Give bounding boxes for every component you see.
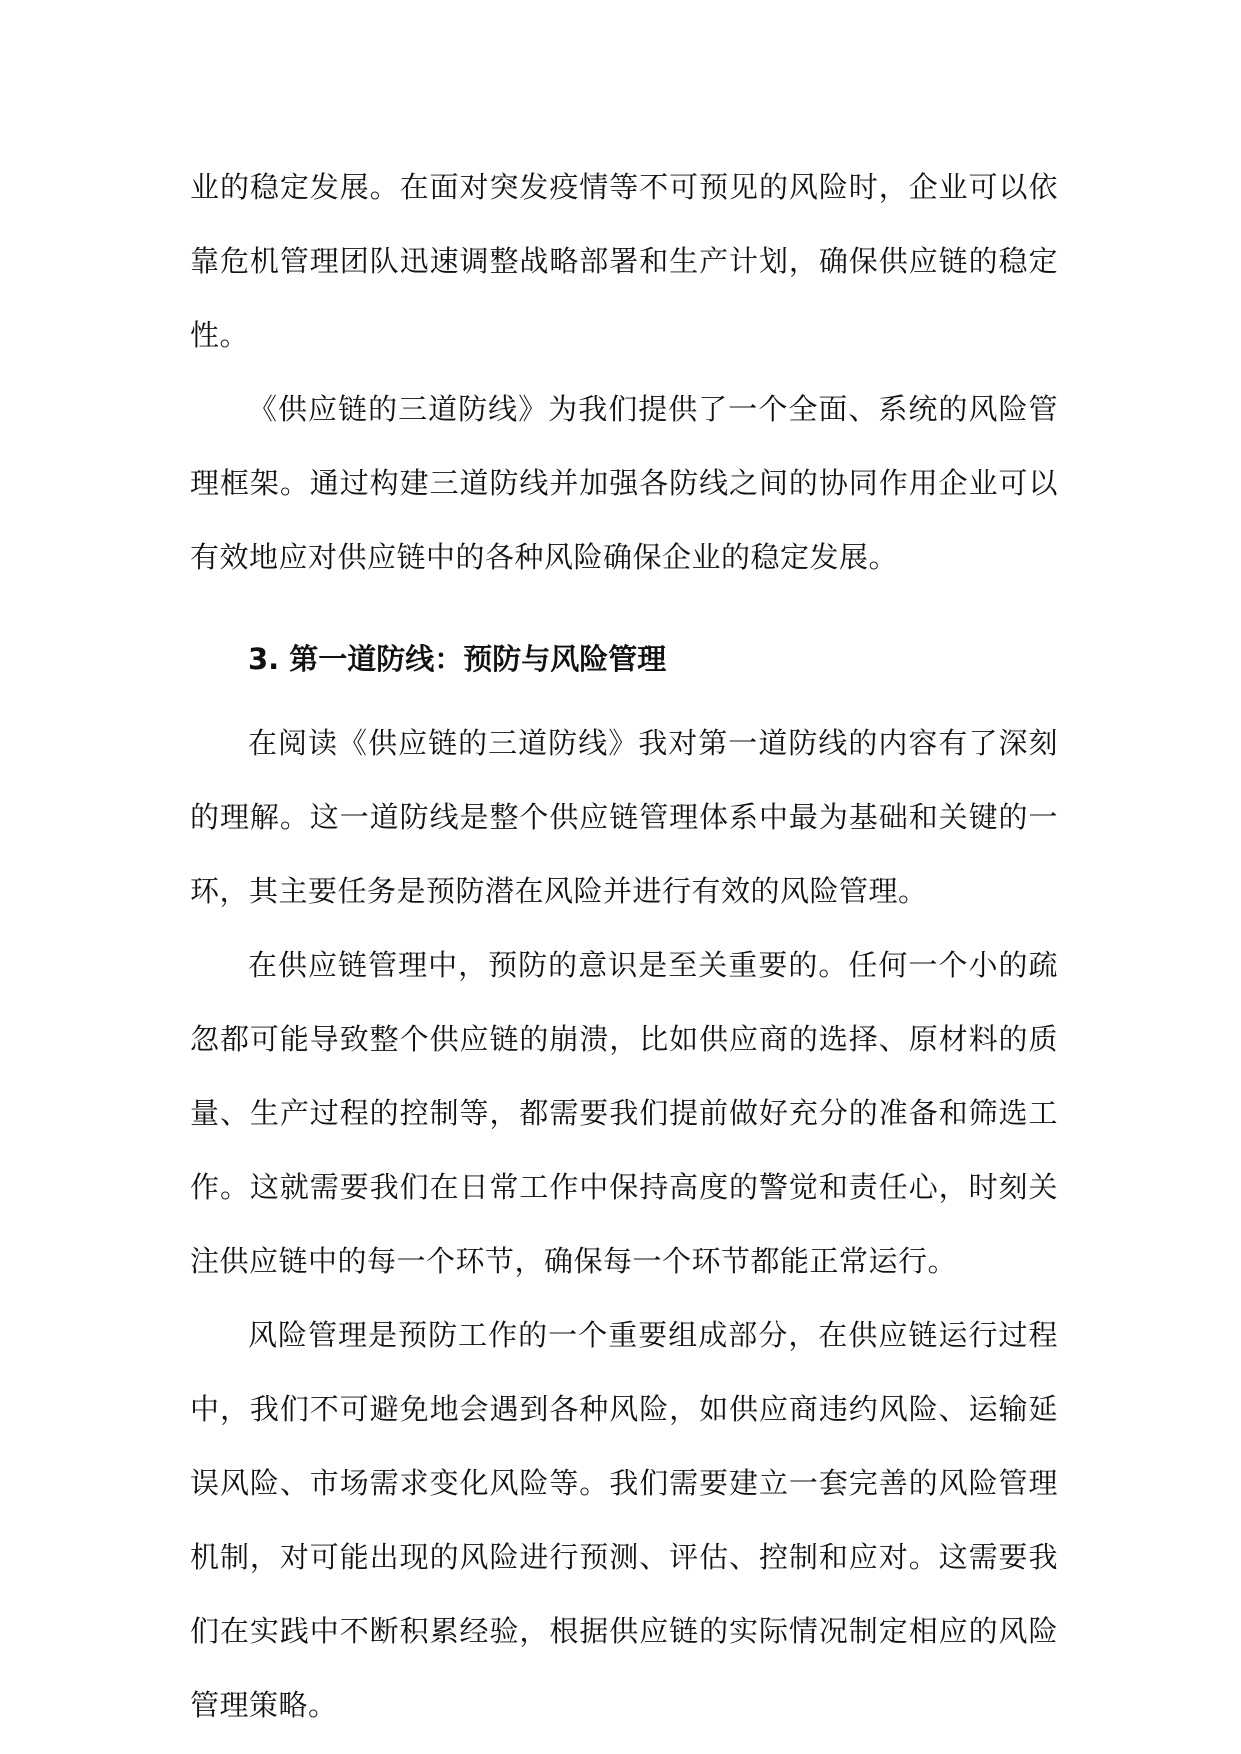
paragraph-risk-management: 风险管理是预防工作的一个重要组成部分，在供应链运行过程中，我们不可避免地会遇到各种风险，如供应商违约风险、运输延误风险、市场需求变化风险等。我们需要建立一套完善的风险管理机制，对可能出现的风险进行预测、评估、控制和应对。这需要我们在实践中不断积累经验，根据供应链的实际情况制定相应的风险管理策略。	[190, 1318, 1058, 1722]
paragraph-summary: 《供应链的三道防线》为我们提供了一个全面、系统的风险管理框架。通过构建三道防线并加强各防线之间的协同作用企业可以有效地应对供应链中的各种风险确保企业的稳定发展。	[190, 392, 1058, 574]
paragraph-first-defense-intro: 在阅读《供应链的三道防线》我对第一道防线的内容有了深刻的理解。这一道防线是整个供应链管理体系中最为基础和关键的一环，其主要任务是预防潜在风险并进行有效的风险管理。	[190, 726, 1058, 908]
document-body	[190, 150, 1058, 1742]
paragraph-continued: 业的稳定发展。在面对突发疫情等不可预见的风险时，企业可以依靠危机管理团队迅速调整战略部署和生产计划，确保供应链的稳定性。	[190, 170, 1058, 352]
section-heading: 3. 第一道防线：预防与风险管理	[248, 642, 667, 676]
paragraph-prevention: 在供应链管理中，预防的意识是至关重要的。任何一个小的疏忽都可能导致整个供应链的崩溃，比如供应商的选择、原材料的质量、生产过程的控制等，都需要我们提前做好充分的准备和筛选工作。这就需要我们在日常工作中保持高度的警觉和责任心，时刻关注供应链中的每一个环节，确保每一个环节都能正常运行。	[190, 948, 1058, 1278]
